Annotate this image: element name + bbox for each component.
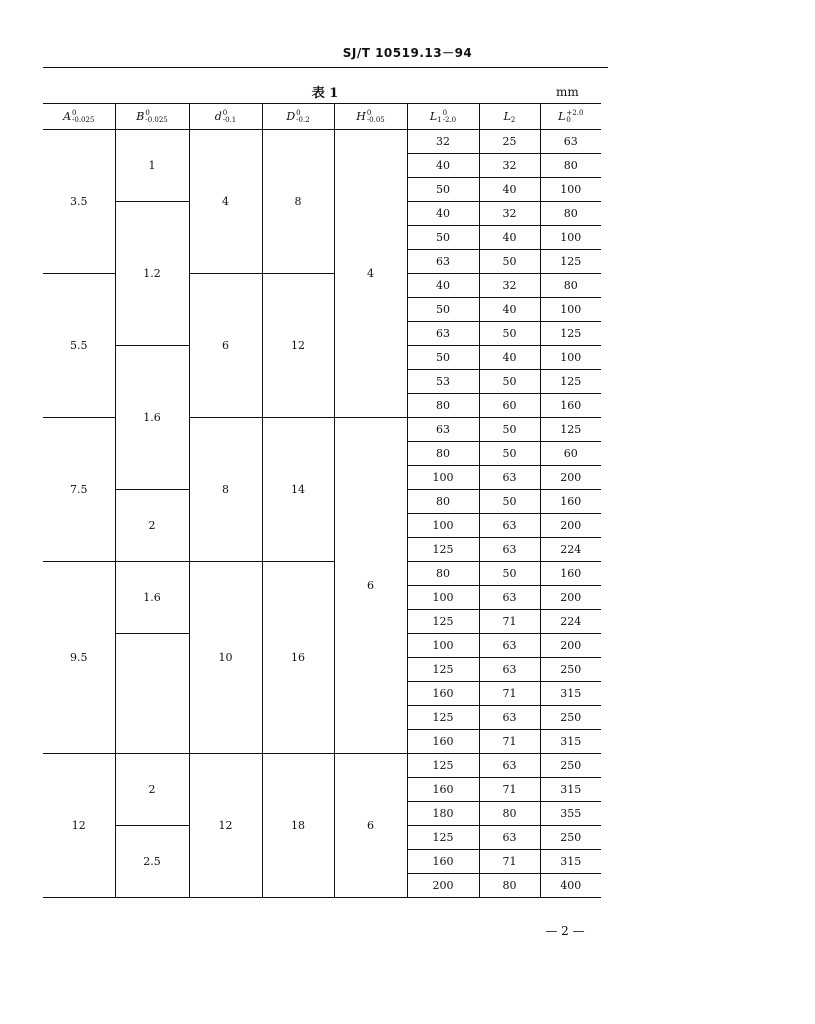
column-header-d-small [189,104,262,130]
column-header-b [115,104,189,130]
cell-l2: 60 [479,394,540,418]
cell-b: 2 [115,490,189,562]
column-symbol: D [286,109,296,123]
cell-l: 80 [540,202,601,226]
cell-l1: 40 [407,154,479,178]
cell-l2: 63 [479,514,540,538]
cell-b: 1 [115,130,189,202]
cell-l2: 40 [479,178,540,202]
cell-b [115,634,189,754]
cell-l2: 63 [479,706,540,730]
cell-l: 224 [540,610,601,634]
cell-b: 1.6 [115,346,189,490]
cell-l1: 200 [407,874,479,898]
tolerance-upper: 0 [72,108,77,117]
cell-b: 1.2 [115,202,189,346]
cell-l: 125 [540,322,601,346]
cell-l2: 40 [479,346,540,370]
cell-a: 5.5 [43,274,115,418]
column-header-h [334,104,407,130]
cell-l2: 63 [479,658,540,682]
cell-l: 315 [540,682,601,706]
cell-l1: 125 [407,826,479,850]
cell-l1: 125 [407,538,479,562]
tolerance-upper: 0 [296,108,301,117]
cell-b: 2.5 [115,826,189,898]
cell-l2: 63 [479,538,540,562]
cell-l: 160 [540,562,601,586]
column-symbol: A [63,109,72,123]
cell-l2: 50 [479,562,540,586]
cell-d-small: 12 [189,754,262,898]
cell-l2: 71 [479,610,540,634]
unit-label: mm [556,85,579,99]
cell-l1: 125 [407,610,479,634]
cell-l2: 80 [479,802,540,826]
cell-d-large: 18 [262,754,334,898]
cell-l2: 32 [479,274,540,298]
cell-l: 250 [540,706,601,730]
cell-l1: 100 [407,634,479,658]
cell-d-small: 8 [189,418,262,562]
cell-l1: 125 [407,754,479,778]
cell-l: 315 [540,730,601,754]
cell-l1: 63 [407,322,479,346]
column-header-a [43,104,115,130]
cell-l1: 50 [407,298,479,322]
tolerance-upper: 0 [222,108,228,117]
column-symbol: L [558,109,566,123]
column-symbol: L [429,109,438,123]
cell-l1: 32 [407,130,479,154]
cell-l: 400 [540,874,601,898]
cell-l2: 63 [479,826,540,850]
tolerance-lower: 0 [566,115,571,124]
cell-l1: 50 [407,178,479,202]
cell-l2: 63 [479,586,540,610]
cell-l2: 50 [479,322,540,346]
cell-l: 200 [540,634,601,658]
cell-l1: 160 [407,778,479,802]
column-subscript: 2 [510,115,516,124]
cell-l2: 25 [479,130,540,154]
tolerance-lower: -2.0 [442,115,457,124]
cell-d-large: 16 [262,562,334,754]
tolerance-upper: 0 [366,108,372,117]
cell-l2: 71 [479,682,540,706]
cell-l: 100 [540,298,601,322]
column-header-l2 [479,104,540,130]
column-symbol: d [214,109,222,123]
cell-a: 12 [43,754,115,898]
cell-l2: 50 [479,250,540,274]
cell-l1: 80 [407,394,479,418]
column-symbol: H [356,109,366,123]
cell-l2: 50 [479,418,540,442]
column-header-l [540,104,601,130]
cell-d-small: 10 [189,562,262,754]
cell-l: 100 [540,346,601,370]
cell-l: 200 [540,514,601,538]
cell-b: 2 [115,754,189,826]
cell-l1: 125 [407,706,479,730]
cell-a: 3.5 [43,130,115,274]
cell-l1: 53 [407,370,479,394]
cell-l1: 160 [407,850,479,874]
cell-l2: 32 [479,202,540,226]
tolerance-lower: -0.025 [145,115,168,124]
cell-l: 315 [540,778,601,802]
cell-l1: 80 [407,490,479,514]
cell-l: 60 [540,442,601,466]
cell-l: 200 [540,466,601,490]
cell-l1: 160 [407,682,479,706]
cell-l1: 40 [407,274,479,298]
tolerance-upper: 0 [442,108,448,117]
cell-l: 63 [540,130,601,154]
tolerance-lower: -0.025 [72,115,95,124]
cell-l2: 50 [479,490,540,514]
cell-l2: 71 [479,778,540,802]
cell-l2: 40 [479,298,540,322]
cell-l2: 71 [479,730,540,754]
cell-l: 250 [540,754,601,778]
cell-l: 355 [540,802,601,826]
dimension-table [43,103,601,898]
cell-l1: 100 [407,514,479,538]
cell-l2: 80 [479,874,540,898]
table-caption: 表 1 [311,86,339,101]
header-rule [43,67,608,68]
cell-l2: 63 [479,754,540,778]
table-header-row [43,104,601,130]
cell-l1: 63 [407,250,479,274]
cell-l: 100 [540,178,601,202]
cell-l2: 71 [479,850,540,874]
cell-l2: 63 [479,634,540,658]
cell-l1: 160 [407,730,479,754]
cell-l: 250 [540,658,601,682]
tolerance-upper: +2.0 [566,108,584,117]
cell-b: 1.6 [115,562,189,634]
standard-number: SJ/T 10519.13－94 [342,46,473,60]
cell-l1: 125 [407,658,479,682]
cell-l1: 50 [407,346,479,370]
table-row [43,754,601,778]
page-number: — 2 — [545,924,585,938]
cell-l: 125 [540,250,601,274]
cell-h: 4 [334,130,407,418]
cell-d-small: 6 [189,274,262,418]
cell-l: 160 [540,394,601,418]
cell-l: 250 [540,826,601,850]
cell-l1: 80 [407,562,479,586]
column-header-d-large [262,104,334,130]
cell-l: 200 [540,586,601,610]
cell-l: 160 [540,490,601,514]
table-row [43,130,601,154]
column-subscript: 1 [437,115,442,124]
cell-a: 7.5 [43,418,115,562]
cell-l2: 32 [479,154,540,178]
cell-d-large: 8 [262,130,334,274]
cell-h: 6 [334,754,407,898]
cell-l1: 80 [407,442,479,466]
cell-l1: 180 [407,802,479,826]
cell-l2: 50 [479,442,540,466]
column-symbol: L [503,109,511,123]
cell-l2: 40 [479,226,540,250]
cell-l: 100 [540,226,601,250]
cell-l1: 40 [407,202,479,226]
cell-l: 80 [540,154,601,178]
tolerance-lower: -0.1 [222,115,237,124]
column-header-l1 [407,104,479,130]
cell-l: 224 [540,538,601,562]
cell-l2: 63 [479,466,540,490]
cell-l: 80 [540,274,601,298]
cell-l1: 100 [407,586,479,610]
cell-l: 125 [540,418,601,442]
cell-l: 125 [540,370,601,394]
cell-l1: 100 [407,466,479,490]
column-symbol: B [136,109,145,123]
tolerance-lower: -0.2 [296,115,310,124]
cell-l1: 63 [407,418,479,442]
table-row [43,562,601,586]
cell-d-small: 4 [189,130,262,274]
cell-h: 6 [334,418,407,754]
cell-l2: 50 [479,370,540,394]
tolerance-upper: 0 [145,108,150,117]
cell-d-large: 14 [262,418,334,562]
cell-l: 315 [540,850,601,874]
cell-l1: 50 [407,226,479,250]
tolerance-lower: -0.05 [366,115,385,124]
cell-a: 9.5 [43,562,115,754]
cell-d-large: 12 [262,274,334,418]
